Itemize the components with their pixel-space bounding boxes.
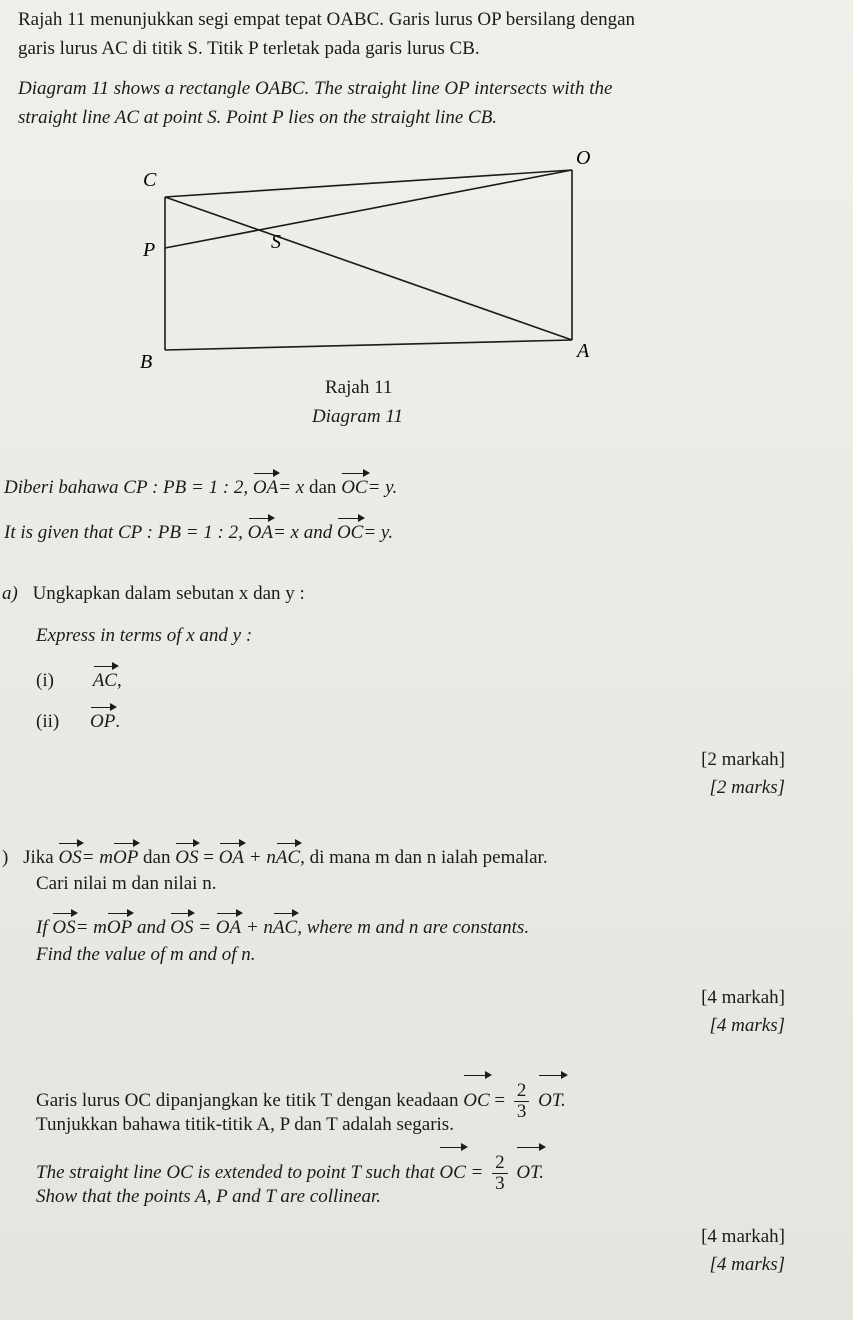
label-a: A	[577, 340, 590, 362]
diagram-caption-en: Diagram 11	[312, 406, 403, 427]
intro-en-line2: straight line AC at point S. Point P lies on the straight line CB.	[18, 107, 498, 128]
part-c-marks-en: [4 marks]	[709, 1254, 785, 1275]
label-o: O	[576, 147, 591, 169]
part-b-en-line1: If OS= mOP and OS = OA + nAC, where m and n are constants.	[36, 910, 529, 940]
part-b-en-find: Find the value of m and of n.	[36, 944, 256, 965]
label-c: C	[143, 169, 157, 191]
part-b-marks-en: [4 marks]	[709, 1015, 785, 1036]
part-c-ms-line1: Garis lurus OC dipanjangkan ke titik T dengan keadaan OC = $\frac{2}{3}$ OT.	[36, 1072, 566, 1124]
part-b-ms-line1: ) Jika OS= mOP dan OS = OA + nAC, di mana m dan n ialah pemalar.	[2, 840, 548, 870]
part-b-ms-find: Cari nilai m dan nilai n.	[36, 873, 217, 894]
part-c-ms-line2: Tunjukkan bahawa titik-titik A, P dan T adalah segaris.	[36, 1114, 454, 1135]
part-c-marks-ms: [4 markah]	[701, 1226, 785, 1247]
intro-en-line1: Diagram 11 shows a rectangle OABC. The straight line OP intersects with the	[18, 78, 613, 99]
diagram-caption-ms: Rajah 11	[325, 377, 393, 398]
fraction-two-thirds-en: $\frac{2}{3}$	[492, 1153, 508, 1194]
given-en: It is given that CP : PB = 1 : 2, OA= x and OC= y.	[4, 515, 393, 545]
label-p: P	[143, 239, 156, 261]
part-a-en: Express in terms of x and y :	[36, 625, 253, 646]
part-b-marks-ms: [4 markah]	[701, 987, 785, 1008]
intro-ms-line2: garis lurus AC di titik S. Titik P terletak pada garis lurus CB.	[18, 38, 480, 59]
rectangle-diagram	[0, 0, 853, 440]
intro-ms-line1: Rajah 11 menunjukkan segi empat tepat OABC. Garis lurus OP bersilang dengan	[18, 9, 636, 30]
part-a-item-1: (i) AC,	[36, 663, 122, 693]
part-a-ms: a) Ungkapkan dalam sebutan x dan y :	[2, 583, 305, 604]
part-a-marks-en: [2 marks]	[709, 777, 785, 798]
part-a-item-2: (ii) OP.	[36, 704, 120, 734]
given-ms: Diberi bahawa CP : PB = 1 : 2, OA= x dan OC= y.	[4, 470, 397, 500]
part-c-en-line1: The straight line OC is extended to point T such that OC = $\frac{2}{3}$ OT.	[36, 1144, 544, 1196]
label-s: S	[271, 231, 281, 253]
part-c-en-line2: Show that the points A, P and T are collinear.	[36, 1186, 382, 1207]
label-b: B	[140, 351, 153, 373]
fraction-two-thirds: $\frac{2}{3}$	[514, 1081, 530, 1122]
part-a-marks-ms: [2 markah]	[701, 749, 785, 770]
